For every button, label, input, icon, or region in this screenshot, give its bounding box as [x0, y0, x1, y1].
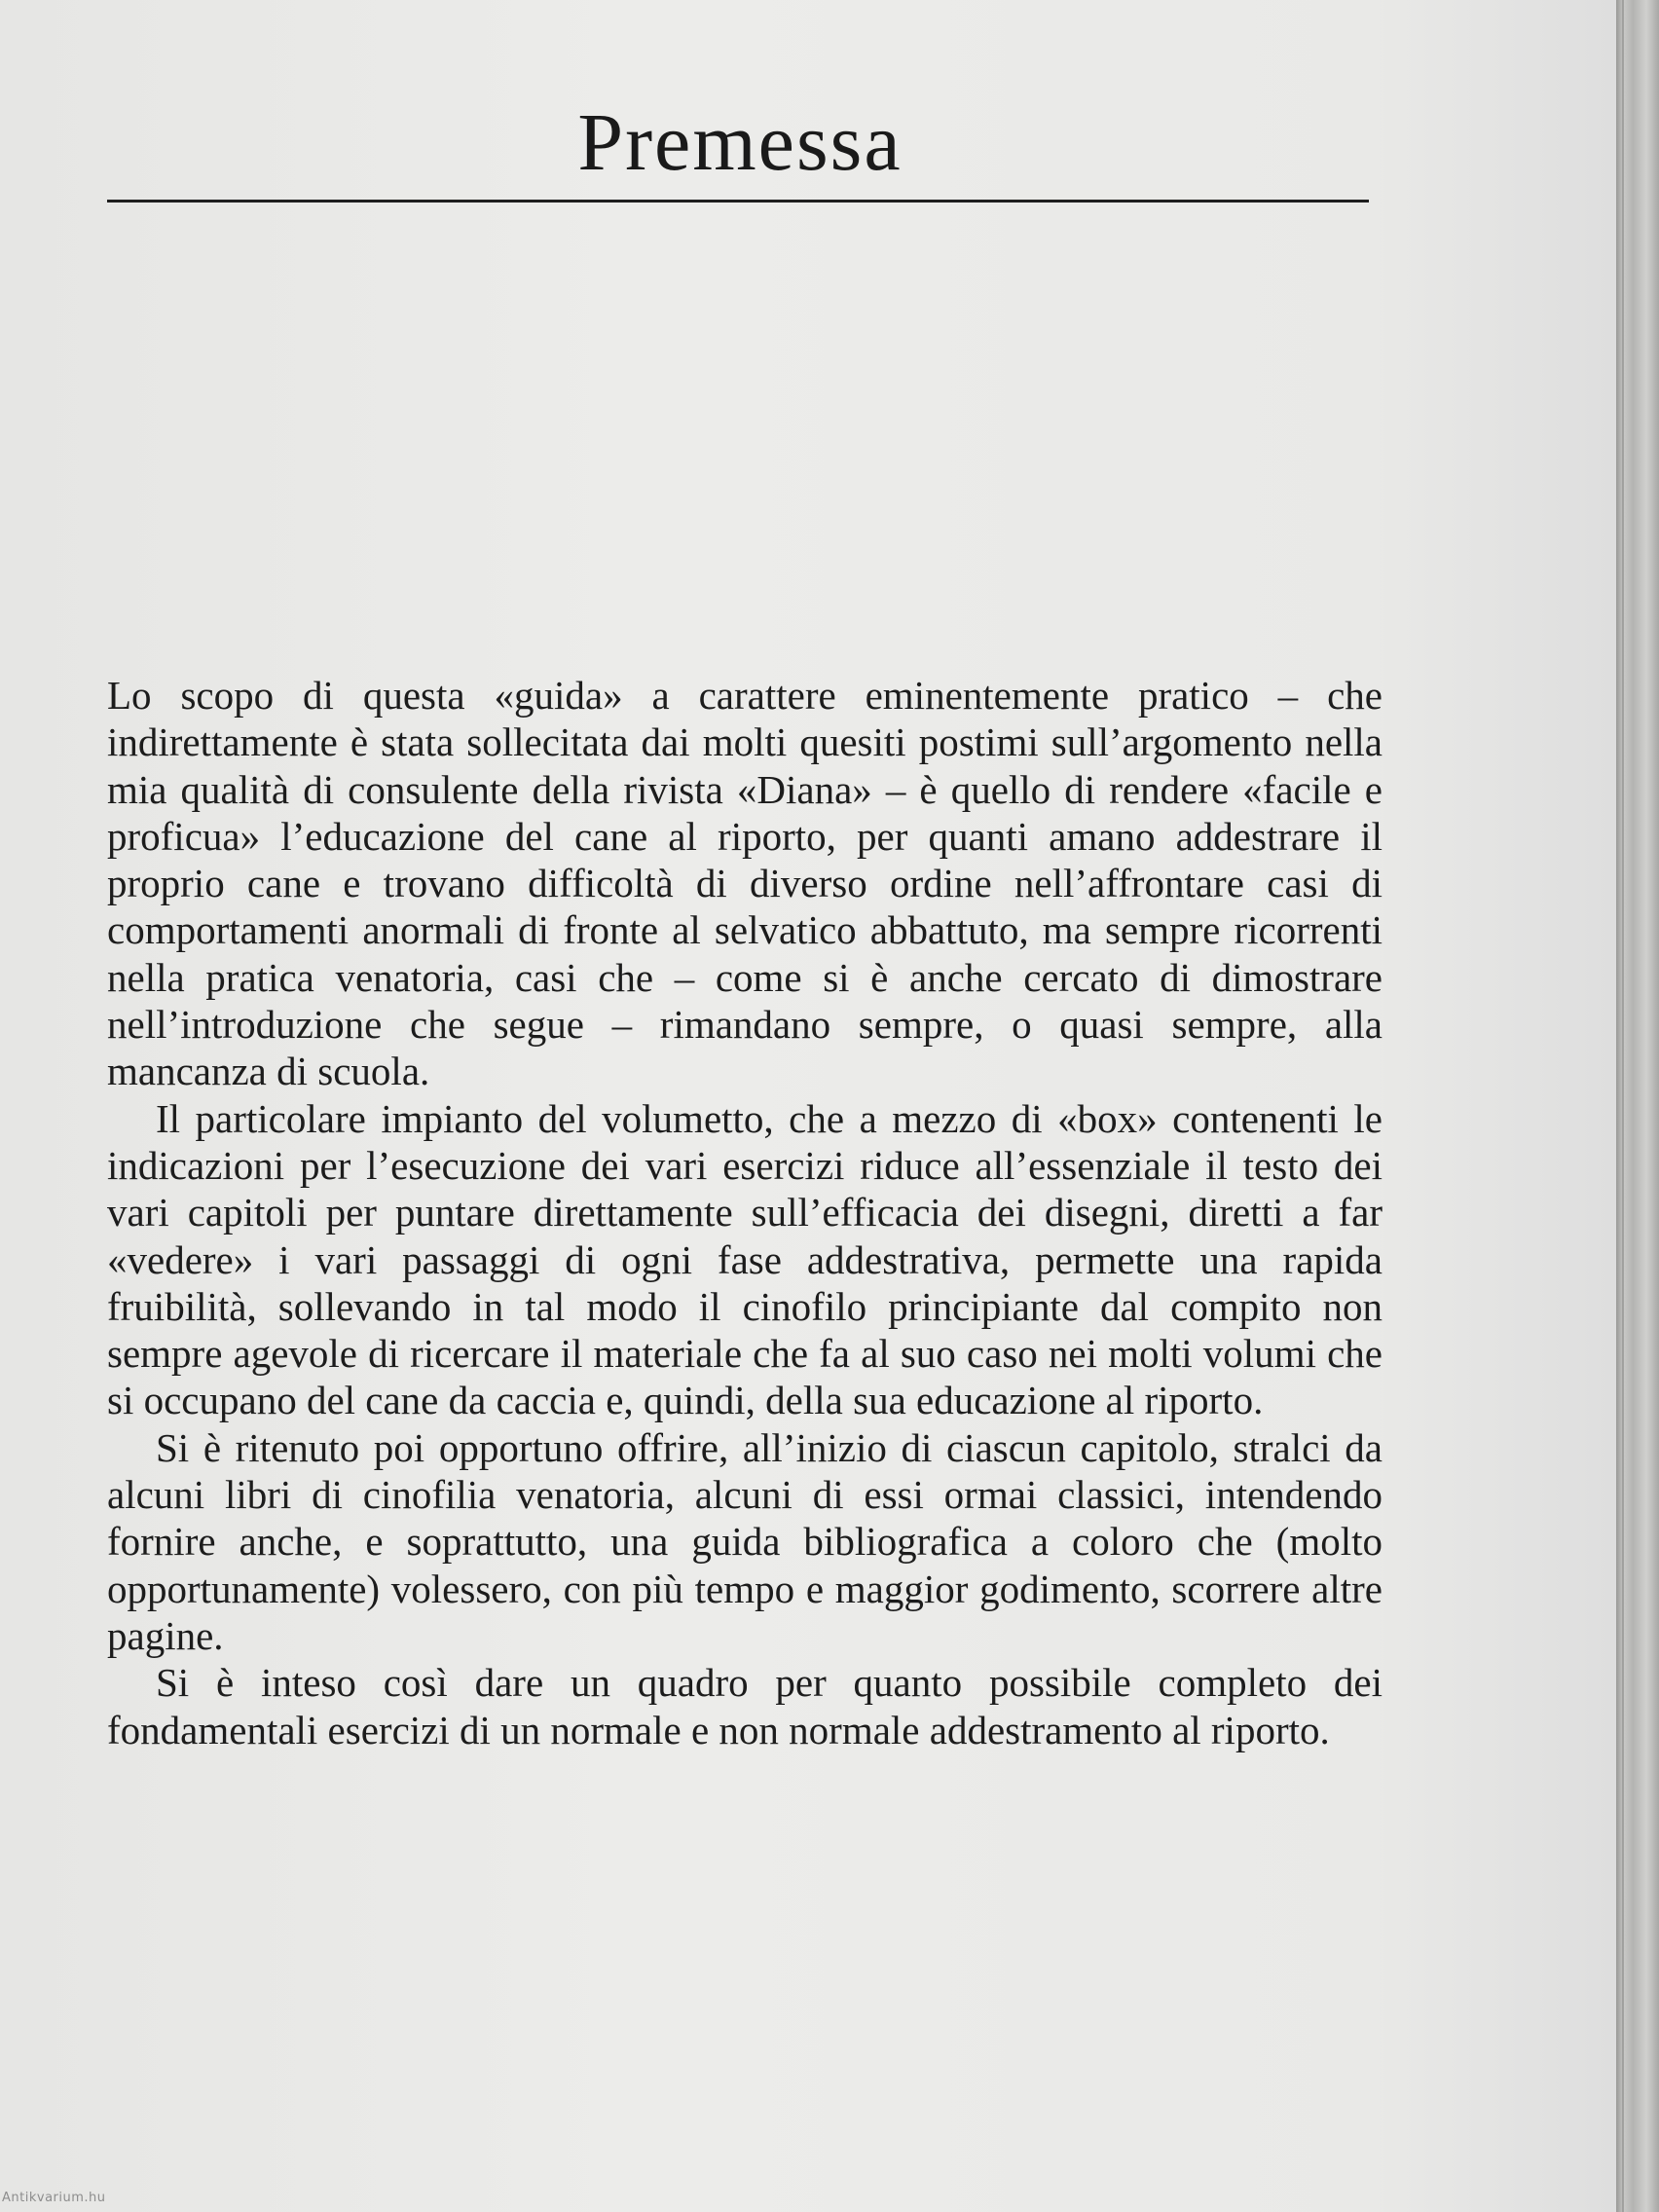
body-text — [107, 672, 1382, 1753]
watermark: Antikvarium.hu — [2, 2191, 106, 2205]
page-title: Premessa — [577, 97, 903, 188]
paragraph-1: Lo scopo di questa «guida» a carattere eminentemente pratico – che indirettamente è stata sollecitata dai molti quesiti postimi sull’argomento nella mia qualità di consulente della rivista «Diana» – è quello di rendere «facile e proficua» l’educazione del cane al riporto, per quanti amano addestrare il proprio cane e trovano difficoltà di diverso ordine nell’affrontare casi di comportamenti anormali di fronte al selvatico abbattuto, ma sempre ricorrenti nella pratica venatoria, casi che – come si è anche cercato di dimostrare nell’introduzione che segue – rimandano sempre, o quasi sempre, alla mancanza di scuola. — [107, 673, 1382, 1094]
paragraph-4: Si è inteso così dare un quadro per quanto possibile completo dei fondamentali esercizi di un normale e non normale addestramento al riporto. — [107, 1660, 1382, 1752]
page-edge — [1616, 0, 1659, 2212]
title-underline — [107, 200, 1369, 203]
paragraph-3: Si è ritenuto poi opportuno offrire, all’inizio di ciascun capitolo, stralci da alcuni libri di cinofilia venatoria, alcuni di essi ormai classici, intendendo fornire anche, e soprattutto, una guida bibliografica a coloro che (molto opportunamente) volessero, con più tempo e maggior godimento, scorrere altre pagine. — [107, 1424, 1382, 1658]
paragraph-2: Il particolare impianto del volumetto, che a mezzo di «box» contenenti le indicazioni per l’esecuzione dei vari esercizi riduce all’essenziale il testo dei vari capitoli per puntare direttamente sull’efficacia dei disegni, diretti a far «vedere» i vari passaggi di ogni fase addestrativa, permette una rapida fruibilità, sollevando in tal modo il cinofilo principiante dal compito non sempre agevole di ricercare il materiale che fa al suo caso nei molti volumi che si occupano del cane da caccia e, quindi, della sua educazione al riporto. — [107, 1095, 1382, 1423]
